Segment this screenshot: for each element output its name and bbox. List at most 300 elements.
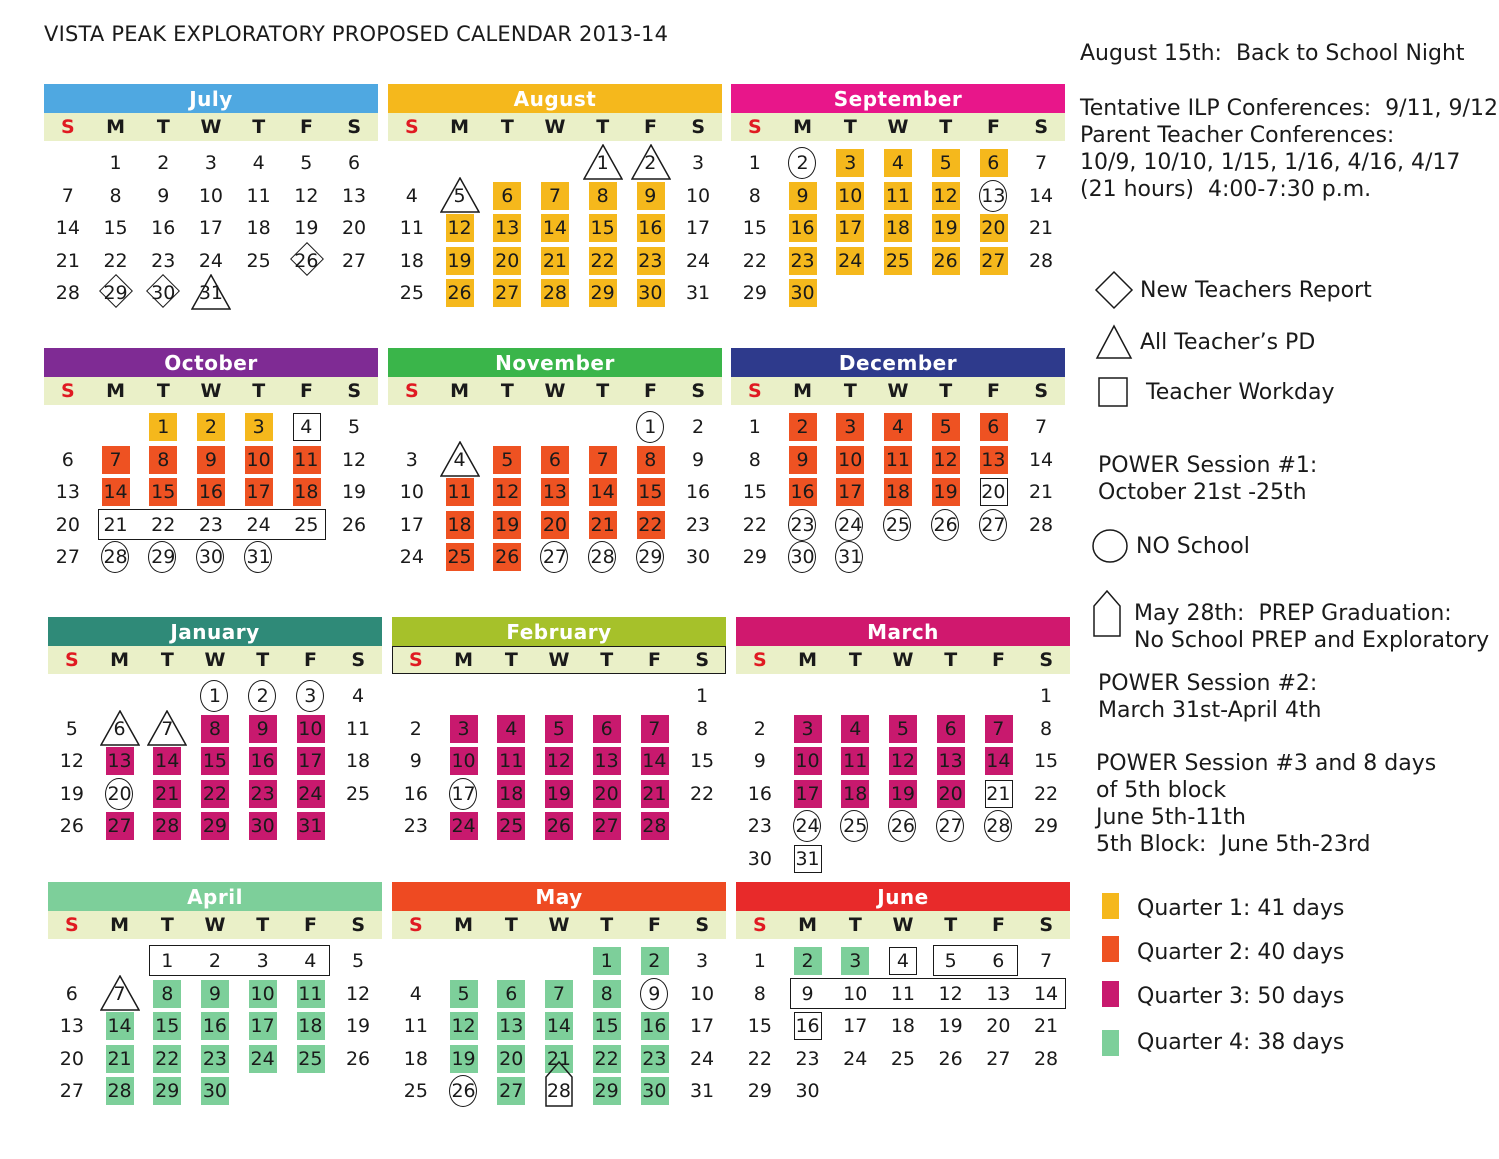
day-number: 6 <box>987 152 1000 174</box>
day-number: 18 <box>294 481 319 503</box>
day-cell <box>440 745 488 777</box>
day-cell <box>922 212 970 244</box>
weekday-label: T <box>504 914 518 936</box>
day-number: 27 <box>981 513 1006 536</box>
weekday-row <box>388 113 722 141</box>
day-number: 14 <box>1028 448 1054 471</box>
day-cell <box>440 1043 488 1075</box>
day-cell <box>826 444 874 476</box>
day-cell <box>187 476 235 508</box>
day-number: 20 <box>341 217 367 239</box>
no-school-circle-icon <box>835 541 863 573</box>
day-number: 3 <box>844 416 857 438</box>
day-cell <box>927 713 975 745</box>
day-number: 19 <box>341 481 367 503</box>
day-number: 11 <box>246 184 271 207</box>
day-cell <box>975 810 1023 842</box>
day-number: 15 <box>742 481 767 503</box>
day-number: 17 <box>298 750 323 772</box>
day-number: 20 <box>542 513 568 536</box>
day-number: 10 <box>399 481 424 503</box>
day-cell <box>96 778 144 810</box>
weekday-label: S <box>409 649 423 671</box>
day-number: 10 <box>838 448 863 471</box>
day-number: 8 <box>157 448 170 471</box>
day-cell <box>392 745 440 777</box>
day-number: 7 <box>1034 416 1048 438</box>
month-header: April <box>48 882 382 911</box>
quarter-1-label: Quarter 1: 41 days <box>1137 896 1345 921</box>
weekday-label: S <box>695 649 710 671</box>
day-cell <box>874 245 922 277</box>
day-cell <box>627 444 675 476</box>
day-number: 5 <box>453 184 466 207</box>
month-header: August <box>388 84 722 113</box>
weekday-label: W <box>548 649 570 671</box>
day-cell <box>678 680 726 712</box>
day-cell <box>96 713 144 745</box>
day-cell <box>674 541 722 573</box>
day-cell <box>287 810 335 842</box>
workday-square-icon <box>293 413 321 441</box>
day-number: 30 <box>795 1080 820 1102</box>
day-number: 16 <box>202 1015 228 1037</box>
day-number: 13 <box>594 750 619 772</box>
day-cell <box>187 147 235 179</box>
day-number: 20 <box>938 782 963 805</box>
day-number: 26 <box>933 249 958 272</box>
day-number: 28 <box>1028 513 1054 536</box>
month-header: January <box>48 617 382 646</box>
day-number: 31 <box>838 546 863 568</box>
day-number: 16 <box>151 217 176 239</box>
day-number: 29 <box>103 282 128 304</box>
day-number: 31 <box>795 847 820 870</box>
workday-square-icon <box>794 1012 822 1040</box>
day-cell <box>674 476 722 508</box>
workday-range-box <box>790 978 1066 1009</box>
day-cell <box>736 745 784 777</box>
day-cell <box>736 978 784 1010</box>
no-school-circle-icon <box>936 810 964 842</box>
quarter-4-label: Quarter 4: 38 days <box>1137 1030 1345 1055</box>
day-number: 29 <box>742 546 767 568</box>
day-cell <box>531 509 579 541</box>
day-number: 17 <box>198 217 224 239</box>
day-number: 19 <box>933 217 958 239</box>
day-number: 6 <box>501 184 514 207</box>
day-number: 14 <box>542 217 568 239</box>
day-number: 27 <box>59 1080 84 1102</box>
day-cell <box>678 745 726 777</box>
day-cell <box>826 180 874 212</box>
weekday-label: F <box>647 914 661 936</box>
day-cell <box>235 212 283 244</box>
day-number: 1 <box>753 950 766 972</box>
day-number: 12 <box>341 448 367 471</box>
day-number: 13 <box>55 481 80 503</box>
day-cell <box>922 147 970 179</box>
day-cell <box>235 444 283 476</box>
day-cell <box>440 713 488 745</box>
weekday-label: M <box>106 116 126 138</box>
day-number: 10 <box>246 448 271 471</box>
day-number: 7 <box>109 448 122 471</box>
day-number: 29 <box>1033 815 1059 837</box>
weekday-label: W <box>200 116 222 138</box>
day-number: 24 <box>685 249 711 272</box>
day-number: 12 <box>345 982 371 1005</box>
day-number: 14 <box>155 750 180 772</box>
day-cell <box>487 745 535 777</box>
day-cell <box>392 978 440 1010</box>
month-may <box>392 882 726 1132</box>
day-cell <box>922 444 970 476</box>
no-school-circle-icon <box>636 411 664 443</box>
day-cell <box>826 212 874 244</box>
day-number: 23 <box>790 249 815 272</box>
day-cell <box>1017 245 1065 277</box>
day-cell <box>48 713 96 745</box>
day-number: 19 <box>495 513 520 536</box>
day-grid <box>48 939 382 1132</box>
day-number: 4 <box>891 416 904 438</box>
day-cell <box>139 277 187 309</box>
day-cell <box>731 245 779 277</box>
day-cell <box>392 1010 440 1042</box>
day-cell <box>583 745 631 777</box>
day-cell <box>436 509 484 541</box>
day-cell <box>96 978 144 1010</box>
day-cell <box>334 713 382 745</box>
day-cell <box>1022 713 1070 745</box>
day-cell <box>436 180 484 212</box>
day-cell <box>784 745 832 777</box>
day-cell <box>92 180 140 212</box>
day-number: 26 <box>447 282 472 304</box>
day-number: 27 <box>542 546 568 568</box>
day-number: 8 <box>644 448 657 471</box>
day-cell <box>239 1010 287 1042</box>
weekday-label: T <box>252 116 266 138</box>
weekday-label: T <box>944 914 958 936</box>
day-number: 5 <box>939 416 952 438</box>
day-number: 30 <box>638 282 663 304</box>
day-cell <box>975 778 1023 810</box>
day-cell <box>627 277 675 309</box>
weekday-label: S <box>61 116 75 138</box>
day-number: 25 <box>294 513 319 536</box>
weekday-label: M <box>106 380 126 402</box>
day-cell <box>143 1043 191 1075</box>
day-cell <box>143 1075 191 1107</box>
day-cell <box>92 277 140 309</box>
day-cell <box>779 411 827 443</box>
day-number: 4 <box>896 950 909 972</box>
day-number: 16 <box>638 217 663 239</box>
day-cell <box>879 810 927 842</box>
day-number: 1 <box>157 416 170 438</box>
day-cell <box>531 444 579 476</box>
day-number: 21 <box>107 1047 132 1070</box>
workday-range-box <box>933 945 1018 976</box>
day-cell <box>235 245 283 277</box>
weekday-label: T <box>256 649 270 671</box>
weekday-row <box>392 911 726 939</box>
day-number: 29 <box>594 1080 619 1102</box>
day-cell <box>440 1010 488 1042</box>
day-number: 12 <box>294 184 319 207</box>
weekday-label: S <box>351 914 366 936</box>
day-cell <box>736 1043 784 1075</box>
day-number: 13 <box>938 750 963 772</box>
day-cell <box>1022 810 1070 842</box>
day-number: 4 <box>405 184 418 207</box>
workday-square-icon <box>794 845 822 873</box>
day-number: 9 <box>157 184 170 207</box>
month-header: October <box>44 348 378 377</box>
day-cell <box>483 180 531 212</box>
no-school-circle-icon <box>588 541 616 573</box>
day-cell <box>1017 476 1065 508</box>
day-number: 2 <box>753 717 766 740</box>
day-cell <box>92 147 140 179</box>
day-number: 22 <box>103 249 128 272</box>
day-cell <box>627 147 675 179</box>
day-cell <box>784 778 832 810</box>
day-number: 19 <box>938 1015 963 1037</box>
day-cell <box>487 1075 535 1107</box>
note-back-to-school: August 15th: Back to School Night <box>1080 41 1465 66</box>
day-number: 29 <box>151 546 176 568</box>
day-cell <box>1017 509 1065 541</box>
day-number: 10 <box>838 184 863 207</box>
day-cell <box>731 444 779 476</box>
day-number: 28 <box>155 815 180 837</box>
day-number: 13 <box>59 1015 84 1037</box>
day-number: 4 <box>891 152 904 174</box>
weekday-label: F <box>986 380 1000 402</box>
day-number: 26 <box>933 513 958 536</box>
day-cell <box>44 245 92 277</box>
weekday-label: W <box>887 380 909 402</box>
day-number: 18 <box>447 513 472 536</box>
day-number: 18 <box>403 1047 428 1070</box>
day-number: 23 <box>638 249 663 272</box>
day-cell <box>874 509 922 541</box>
day-cell <box>879 745 927 777</box>
day-number: 15 <box>155 1015 180 1037</box>
day-number: 6 <box>992 950 1005 972</box>
weekday-label: F <box>643 116 657 138</box>
weekday-row <box>388 377 722 405</box>
day-number: 24 <box>451 815 476 837</box>
day-cell <box>235 541 283 573</box>
day-cell <box>922 245 970 277</box>
day-grid <box>731 141 1065 334</box>
day-number: 18 <box>345 750 371 772</box>
day-cell <box>970 180 1018 212</box>
day-cell <box>436 476 484 508</box>
day-cell <box>831 778 879 810</box>
day-number: 19 <box>59 782 84 805</box>
day-number: 10 <box>198 184 224 207</box>
day-number: 22 <box>202 782 228 805</box>
day-number: 17 <box>399 513 424 536</box>
day-cell <box>922 411 970 443</box>
day-number: 24 <box>246 513 271 536</box>
day-number: 27 <box>495 282 520 304</box>
day-number: 25 <box>885 249 911 272</box>
day-number: 28 <box>642 815 667 837</box>
day-cell <box>779 180 827 212</box>
day-cell <box>96 1043 144 1075</box>
day-number: 11 <box>298 982 323 1005</box>
day-cell <box>388 245 436 277</box>
day-cell <box>583 810 631 842</box>
day-number: 23 <box>403 815 428 837</box>
day-number: 31 <box>298 815 323 837</box>
day-cell <box>583 1010 631 1042</box>
day-number: 4 <box>351 685 365 707</box>
day-number: 5 <box>300 152 313 174</box>
no-school-circle-icon <box>200 680 228 712</box>
day-cell <box>287 680 335 712</box>
day-cell <box>235 180 283 212</box>
weekday-label: W <box>200 380 222 402</box>
day-number: 15 <box>151 481 176 503</box>
day-number: 18 <box>890 1015 916 1037</box>
workday-square-icon <box>889 947 917 975</box>
day-cell <box>440 1075 488 1107</box>
weekday-label: T <box>944 649 958 671</box>
day-number: 11 <box>345 717 371 740</box>
workday-range-box <box>98 509 327 540</box>
day-grid <box>44 405 378 598</box>
day-cell <box>139 476 187 508</box>
day-cell <box>239 745 287 777</box>
weekday-row <box>44 377 378 405</box>
day-cell <box>975 1010 1023 1042</box>
weekday-label: T <box>848 649 862 671</box>
day-number: 11 <box>843 750 868 772</box>
weekday-label: W <box>548 914 570 936</box>
weekday-label: T <box>843 380 857 402</box>
weekday-label: T <box>848 914 862 936</box>
day-cell <box>631 1010 679 1042</box>
day-number: 27 <box>981 249 1006 272</box>
day-number: 13 <box>495 217 520 239</box>
day-cell <box>388 541 436 573</box>
no-school-circle-icon <box>788 541 816 573</box>
day-cell <box>283 476 331 508</box>
graduation-house-icon <box>545 1061 573 1107</box>
day-number: 15 <box>103 217 128 239</box>
day-cell <box>187 245 235 277</box>
weekday-label: T <box>500 116 514 138</box>
day-cell <box>678 945 726 977</box>
day-cell <box>826 245 874 277</box>
note-ilp: Tentative ILP Conferences: 9/11, 9/12 <box>1080 96 1498 121</box>
day-number: 21 <box>1028 217 1054 239</box>
power1-title: POWER Session #1: <box>1098 453 1318 478</box>
day-cell <box>970 147 1018 179</box>
day-cell <box>334 945 382 977</box>
day-cell <box>191 978 239 1010</box>
day-cell <box>392 713 440 745</box>
day-cell <box>1022 1043 1070 1075</box>
day-number: 19 <box>451 1047 476 1070</box>
day-cell <box>627 476 675 508</box>
day-number: 10 <box>843 982 868 1005</box>
day-number: 2 <box>691 416 705 438</box>
day-cell <box>779 476 827 508</box>
day-cell <box>874 180 922 212</box>
day-cell <box>191 1010 239 1042</box>
day-number: 8 <box>748 184 761 207</box>
day-cell <box>239 680 287 712</box>
day-number: 11 <box>447 481 472 503</box>
note-ptc-label: Parent Teacher Conferences: <box>1080 123 1395 148</box>
month-november <box>388 348 722 598</box>
day-number: 6 <box>347 152 361 174</box>
day-cell <box>283 212 331 244</box>
day-cell <box>283 180 331 212</box>
day-cell <box>436 277 484 309</box>
day-number: 23 <box>202 1047 228 1070</box>
day-cell <box>48 745 96 777</box>
day-number: 17 <box>451 782 476 805</box>
day-cell <box>92 245 140 277</box>
day-cell <box>831 713 879 745</box>
day-cell <box>579 147 627 179</box>
day-number: 21 <box>155 782 180 805</box>
day-cell <box>92 541 140 573</box>
day-cell <box>334 680 382 712</box>
day-cell <box>1022 1010 1070 1042</box>
no-school-circle-icon <box>540 541 568 573</box>
day-number: 30 <box>151 282 176 304</box>
day-number: 23 <box>198 513 224 536</box>
day-number: 19 <box>933 481 958 503</box>
day-cell <box>678 978 726 1010</box>
day-number: 7 <box>1034 152 1048 174</box>
day-cell <box>535 778 583 810</box>
day-cell <box>579 476 627 508</box>
day-cell <box>674 180 722 212</box>
day-cell <box>1017 147 1065 179</box>
day-cell <box>879 713 927 745</box>
no-school-circle-icon <box>979 180 1007 212</box>
day-number: 22 <box>155 1047 180 1070</box>
weekday-label: S <box>409 914 423 936</box>
month-april <box>48 882 382 1132</box>
day-number: 20 <box>55 513 80 536</box>
workday-square-icon <box>980 478 1008 506</box>
day-number: 26 <box>546 815 572 837</box>
weekday-label: T <box>596 380 610 402</box>
weekday-label: S <box>691 380 706 402</box>
day-cell <box>678 713 726 745</box>
day-number: 3 <box>849 950 862 972</box>
day-number: 25 <box>885 513 911 536</box>
legend-new-teachers <box>1094 270 1372 310</box>
day-cell <box>826 147 874 179</box>
day-number: 25 <box>843 815 868 837</box>
day-cell <box>631 810 679 842</box>
day-number: 20 <box>981 481 1006 503</box>
weekday-label: T <box>156 116 170 138</box>
